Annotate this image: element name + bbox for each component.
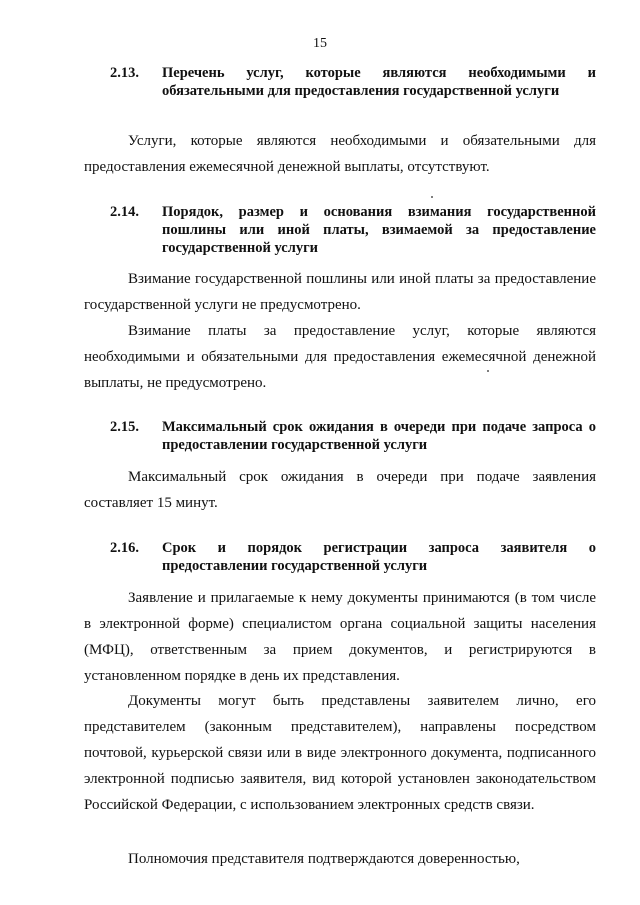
section-2-16-heading	[84, 539, 596, 575]
section-2-14-paragraph-1: Взимание государственной пошлины или иной платы за предоставление государственной услуги не предусмотрено.	[84, 271, 596, 313]
section-title: Порядок, размер и основания взимания государственной пошлины или иной платы, взимаемой за предоставление государственной услуги	[162, 204, 596, 256]
section-2-16-paragraph-3: Полномочия представителя подтверждаются доверенностью,	[128, 851, 520, 867]
section-title: Перечень услуг, которые являются необходимыми и обязательными для предоставления государственной услуги	[162, 65, 596, 99]
section-2-15-paragraph-1: Максимальный срок ожидания в очереди при подаче заявления составляет 15 минут.	[84, 469, 596, 511]
section-2-13-heading	[84, 64, 596, 100]
section-number: 2.16.	[110, 540, 139, 556]
section-2-15-heading	[84, 418, 596, 454]
section-2-16-paragraph-1: Заявление и прилагаемые к нему документы принимаются (в том числе в электронной форме) специалистом органа социальной защиты населения (МФЦ), ответственным за прием документов, и регистрируются в установленном порядке в день их представления.	[84, 590, 596, 684]
section-2-16-paragraph-2: Документы могут быть представлены заявителем лично, его представителем (законным представителем), направлены посредством почтовой, курьерской связи или в виде электронного документа, подписанного электронной подписью заявителя, вид которой установлен законодательством Российской Федерации, с использованием электронных средств связи.	[84, 693, 596, 813]
page-number: 15	[313, 36, 327, 51]
section-title: Максимальный срок ожидания в очереди при подаче запроса о предоставлении государственной услуги	[162, 419, 596, 453]
scan-speck	[431, 196, 433, 198]
scan-speck	[487, 370, 489, 372]
section-2-14-heading	[84, 203, 596, 257]
section-2-14-paragraph-2: Взимание платы за предоставление услуг, которые являются необходимыми и обязательными для предоставления ежемесячной денежной выплаты, не предусмотрено.	[84, 323, 596, 391]
section-2-13-paragraph-1: Услуги, которые являются необходимыми и обязательными для предоставления ежемесячной денежной выплаты, отсутствуют.	[84, 133, 596, 175]
section-title: Срок и порядок регистрации запроса заявителя о предоставлении государственной услуги	[162, 540, 596, 574]
section-number: 2.13.	[110, 65, 139, 81]
section-number: 2.14.	[110, 204, 139, 220]
section-number: 2.15.	[110, 419, 139, 435]
